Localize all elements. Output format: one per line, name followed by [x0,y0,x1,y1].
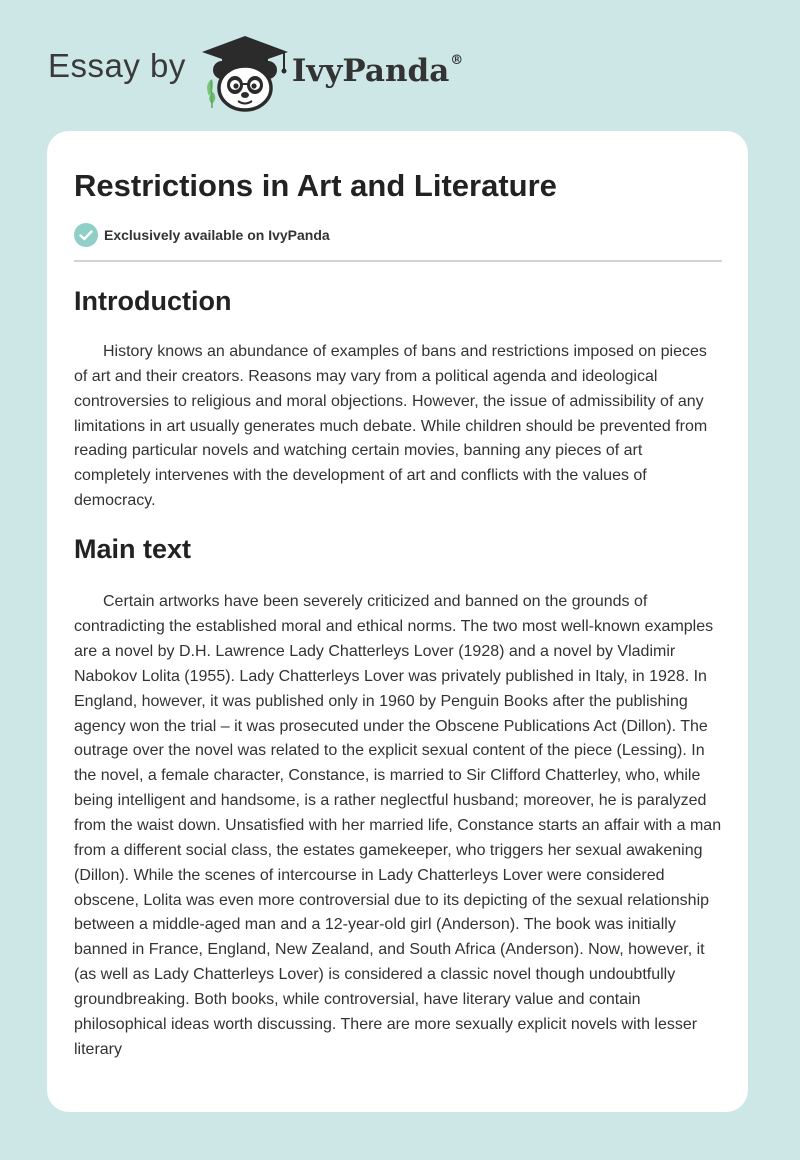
exclusive-badge-label: Exclusively available on IvyPanda [104,227,330,244]
brand-name[interactable]: IvyPanda® [291,52,464,89]
registered-mark: ® [450,52,464,68]
section-heading-main-text: Main text [74,533,192,564]
essay-by-label: Essay by [48,47,186,84]
main-text-paragraph: Certain artworks have been severely criticized and banned on the grounds of contradicting the established moral and ethical norms. The two most well-known examples are a novel by D.H. Lawrence Lady Chatterleys Lover (1928) and a novel by Vladimir Nabokov Lolita (1955). Lady Chatterleys Lover was privately published in Italy, in 1928. In England, however, it was published only in 1960 by Penguin Books after the publishing agency won the trial – it was prosecuted under the Obscene Publications Act (Dillon). The outrage over the novel was related to the explicit sexual content of the piece (Lessing). In the novel, a female character, Constance, is married to Sir Clifford Chatterley, who, while being intelligent and handsome, is a rather neglectful husband; moreover, he is paralyzed from the waist down. Unsatisfied with her married life, Constance starts an affair with a man from a different social class, the estates gamekeeper, who triggers her sexual awakening (Dillon). While the scenes of intercourse in Lady Chatterleys Lover were considered obscene, Lolita was even more controversial due to its depicting of the sexual relationship between a middle-aged man and a 12-year-old girl (Anderson). The book was initially banned in France, England, New Zealand, and South Africa (Anderson). Now, however, it (as well as Lady Chatterleys Lover) is considered a classic novel though undoubtfully groundbreaking. Both books, while controversial, have literary value and contain philosophical ideas worth discussing. There are more sexually explicit novels with lesser literary [74,593,722,1058]
section-heading-introduction: Introduction [74,285,232,316]
site-header [48,34,463,114]
page-title: Restrictions in Art and Literature [74,168,557,203]
exclusive-badge [74,223,722,247]
essay-card [47,131,748,1112]
check-circle-icon [74,223,98,247]
panda-graduate-icon[interactable] [200,34,290,114]
title-divider [74,260,722,262]
introduction-paragraph: History knows an abundance of examples of bans and restrictions imposed on pieces of art and their creators. Reasons may vary from a political agenda and ideological controversies to religious and moral objections. However, the issue of admissibility of any limitations in art usually generates much debate. While children should be prevented from reading particular novels and watching certain movies, banning any pieces of art completely intervenes with the development of art and conflicts with the values of democracy. [74,343,708,510]
